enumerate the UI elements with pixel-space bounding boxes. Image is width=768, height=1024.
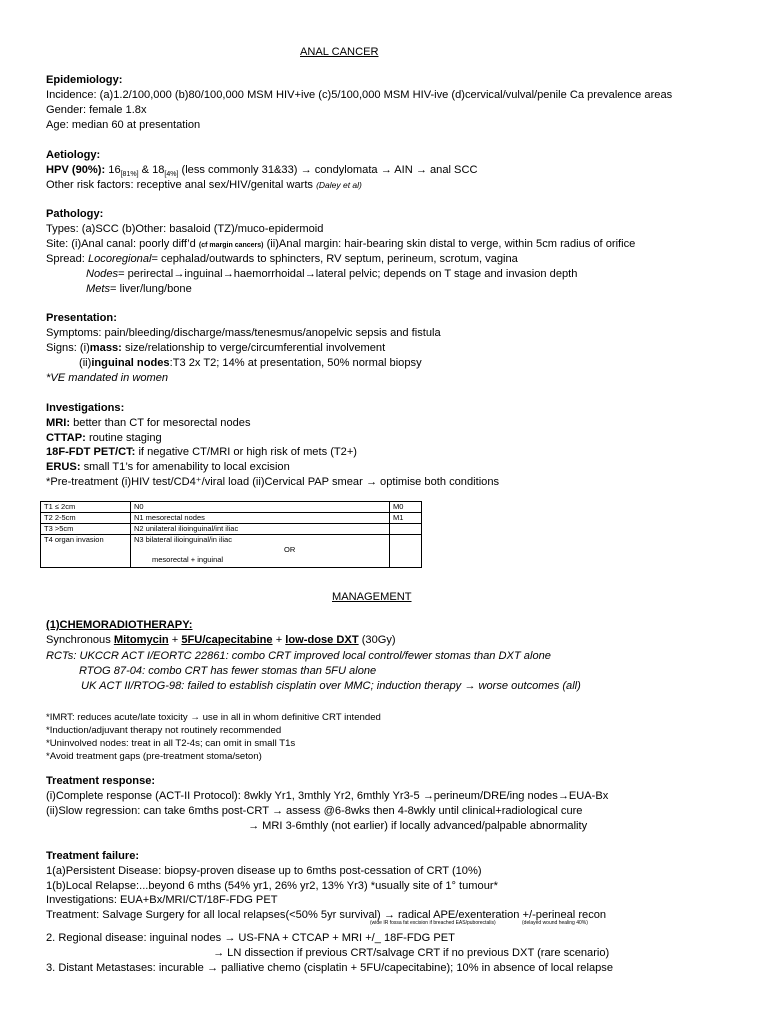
salvage-note-fat: (wide IR fossa fat excision if breached EAS/puborectalis) (370, 920, 496, 926)
t-stage-cell: T4 organ invasion (41, 535, 131, 568)
pathology-spread (46, 252, 518, 267)
investigations-heading: Investigations: (46, 402, 125, 414)
risk-factors-text: Other risk factors: receptive anal sex/HIV/genital warts (46, 179, 317, 191)
management-heading: MANAGEMENT (332, 591, 412, 603)
hpv-16-pct: [81%] (120, 171, 139, 179)
regimen-plus: + (272, 634, 286, 646)
failure-persistent: 1(a)Persistent Disease: biopsy-proven disease up to 6mths post-cessation of CRT (10%) (46, 865, 482, 877)
signs-mass-text: size/relationship to verge/circumferential involvement (121, 342, 386, 354)
t-stage-cell: T2 2-5cm (41, 513, 131, 524)
t-stage-cell: T1 ≤ 2cm (41, 502, 131, 513)
inguinal-label: inguinal nodes (91, 357, 170, 369)
hpv-18-pct: [4%] (164, 171, 179, 179)
n-stage-cell: N0 (131, 502, 390, 513)
n-stage-cell (131, 535, 390, 568)
regimen-plus: + (168, 634, 182, 646)
n-stage-cell: N2 unilateral ilioinguinal/int iliac (131, 524, 390, 535)
spread-locoregional-label: Locoregional (87, 253, 152, 265)
epidemiology-age: Age: median 60 at presentation (46, 119, 201, 131)
n3-text: N3 bilateral ilioinguinal/in iliac (134, 535, 232, 544)
mri-text: better than CT for mesorectal nodes (70, 417, 251, 429)
pathology-types: Types: (a)SCC (b)Other: basaloid (TZ)/muco-epidermoid (46, 223, 324, 235)
rct-act1: RCTs: UKCCR ACT I/EORTC 22861: combo CRT improved local control/fewer stomas than DXT alone (46, 650, 551, 662)
pet-label: 18F-FDT PET/CT: (46, 446, 136, 458)
cttap-label: CTTAP: (46, 432, 86, 444)
cttap-text: routine staging (85, 432, 162, 444)
hpv-18: & 18 (138, 164, 165, 176)
inguinal-text: :T3 2x T2; 14% at presentation, 50% normal biopsy (169, 357, 422, 369)
rct-rtog8704: RTOG 87-04: combo CRT has fewer stomas than 5FU alone (79, 665, 377, 677)
pathology-site (46, 237, 635, 253)
investigation-pretreatment: *Pre-treatment (i)HIV test/CD4⁺/viral load (ii)Cervical PAP smear → optimise both conditions (46, 476, 500, 488)
erus-label: ERUS: (46, 461, 81, 473)
hpv-label: HPV (90%): (46, 164, 106, 176)
table-row (41, 535, 422, 568)
note-induction: *Induction/adjuvant therapy not routinely recommended (46, 725, 282, 736)
mets-text: = liver/lung/bone (110, 283, 192, 295)
page-title: ANAL CANCER (300, 46, 379, 58)
failure-heading: Treatment failure: (46, 850, 140, 862)
presentation-ve-note: *VE mandated in women (46, 372, 169, 384)
t-stage-cell: T3 >5cm (41, 524, 131, 535)
regimen-prefix: Synchronous (46, 634, 114, 646)
risk-factors-reference: (Daley et al) (316, 180, 362, 190)
investigation-pet (46, 445, 357, 460)
m-stage-cell: M0 (390, 502, 422, 513)
mets-label: Mets (86, 283, 111, 295)
regimen-5fu: 5FU/capecitabine (181, 634, 273, 646)
pathology-heading: Pathology: (46, 208, 104, 220)
response-complete: (i)Complete response (ACT-II Protocol): 8wkly Yr1, 3mthly Yr2, 6mthly Yr3-5 →perineum/DRE/ing nodes→EUA-Bx (46, 790, 609, 802)
failure-distant: 3. Distant Metastases: incurable → palliative chemo (cisplatin + 5FU/capecitabine); 10% in absence of local relapse (46, 962, 613, 974)
note-uninvolved-nodes: *Uninvolved nodes: treat in all T2-4s; can omit in small T1s (46, 738, 296, 749)
site-canal: Site: (i)Anal canal: poorly diff’d (46, 238, 199, 250)
pet-text: if negative CT/MRI or high risk of mets (T2+) (135, 446, 358, 458)
erus-text: small T1’s for amenability to local excision (80, 461, 290, 473)
table-row (41, 513, 422, 524)
spread-label: Spread: (46, 253, 88, 265)
pathology-mets (86, 282, 192, 297)
epidemiology-incidence: Incidence: (a)1.2/100,000 (b)80/100,000 MSM HIV+ive (c)5/100,000 MSM HIV-ive (d)cervical/vulval/penile Ca prevalence areas (46, 89, 673, 101)
m-stage-cell (390, 535, 422, 568)
epidemiology-heading: Epidemiology: (46, 74, 123, 86)
site-canal-note: (cf margin cancers) (198, 242, 264, 249)
tnm-staging-table (40, 501, 422, 568)
response-slow: (ii)Slow regression: can take 6mths post-CRT → assess @6-8wks then 4-8wkly until clinical+radiological cure (46, 805, 583, 817)
spread-locoregional-text: = cephalad/outwards to sphincters, RV septum, perineum, scrotum, vagina (151, 253, 518, 265)
hpv-16: 16 (105, 164, 121, 176)
investigation-mri (46, 416, 251, 431)
presentation-inguinal-nodes (79, 356, 422, 371)
signs-label: Signs: (i) (46, 342, 90, 354)
response-mri: → MRI 3-6mthly (not earlier) if locally advanced/palpable abnormality (248, 820, 588, 832)
n3-alt-text: mesorectal + inguinal (152, 555, 224, 564)
inguinal-index: (ii) (79, 357, 92, 369)
investigation-erus (46, 460, 290, 475)
failure-ln-dissection: → LN dissection if previous CRT/salvage CRT if no previous DXT (rare scenario) (213, 947, 610, 959)
aetiology-risk-factors (46, 178, 362, 193)
note-treatment-gaps: *Avoid treatment gaps (pre-treatment stoma/seton) (46, 751, 262, 762)
presentation-signs (46, 341, 385, 356)
failure-local-relapse: 1(b)Local Relapse:...beyond 6 mths (54% yr1, 26% yr2, 13% Yr3) *usually site of 1° tumour* (46, 880, 498, 892)
presentation-heading: Presentation: (46, 312, 117, 324)
signs-mass-label: mass: (89, 342, 122, 354)
investigation-cttap (46, 431, 162, 446)
nodes-label: Nodes (86, 268, 119, 280)
hpv-pathway: (less commonly 31&33) → condylomata → AIN → anal SCC (178, 164, 478, 176)
mri-label: MRI: (46, 417, 71, 429)
rct-act2: UK ACT II/RTOG-98: failed to establish cisplatin over MMC; induction therapy → worse outcomes (all) (81, 680, 581, 692)
regimen-mitomycin: Mitomycin (113, 634, 169, 646)
epidemiology-gender: Gender: female 1.8x (46, 104, 147, 116)
crt-regimen (46, 633, 396, 648)
failure-salvage: Treatment: Salvage Surgery for all local relapses(<50% 5yr survival) → radical APE/exenteration +/-perineal recon (46, 909, 607, 921)
n3-or: OR (284, 545, 296, 554)
table-row (41, 502, 422, 513)
failure-investigations: Investigations: EUA+Bx/MRI/CT/18F-FDG PET (46, 894, 278, 906)
regimen-dxt: low-dose DXT (285, 634, 359, 646)
regimen-dose: (30Gy) (358, 634, 396, 646)
site-margin: (ii)Anal margin: hair-bearing skin distal to verge, within 5cm radius of orifice (263, 238, 636, 250)
failure-regional: 2. Regional disease: inguinal nodes → US-FNA + CTCAP + MRI +/_ 18F-FDG PET (46, 932, 455, 944)
crt-heading: (1)CHEMORADIOTHERAPY: (46, 619, 193, 631)
table-row (41, 524, 422, 535)
pathology-nodes (86, 267, 577, 282)
aetiology-heading: Aetiology: (46, 149, 101, 161)
salvage-note-healing: (delayed wound healing 40%) (522, 920, 588, 926)
response-heading: Treatment response: (46, 775, 156, 787)
nodes-text: = perirectal→inguinal→haemorrhoidal→lateral pelvic; depends on T stage and invasion depth (118, 268, 578, 280)
n-stage-cell: N1 mesorectal nodes (131, 513, 390, 524)
m-stage-cell (390, 524, 422, 535)
note-imrt: *IMRT: reduces acute/late toxicity → use in all in whom definitive CRT intended (46, 712, 381, 723)
presentation-symptoms: Symptoms: pain/bleeding/discharge/mass/tenesmus/anopelvic sepsis and fistula (46, 327, 441, 339)
m-stage-cell: M1 (390, 513, 422, 524)
